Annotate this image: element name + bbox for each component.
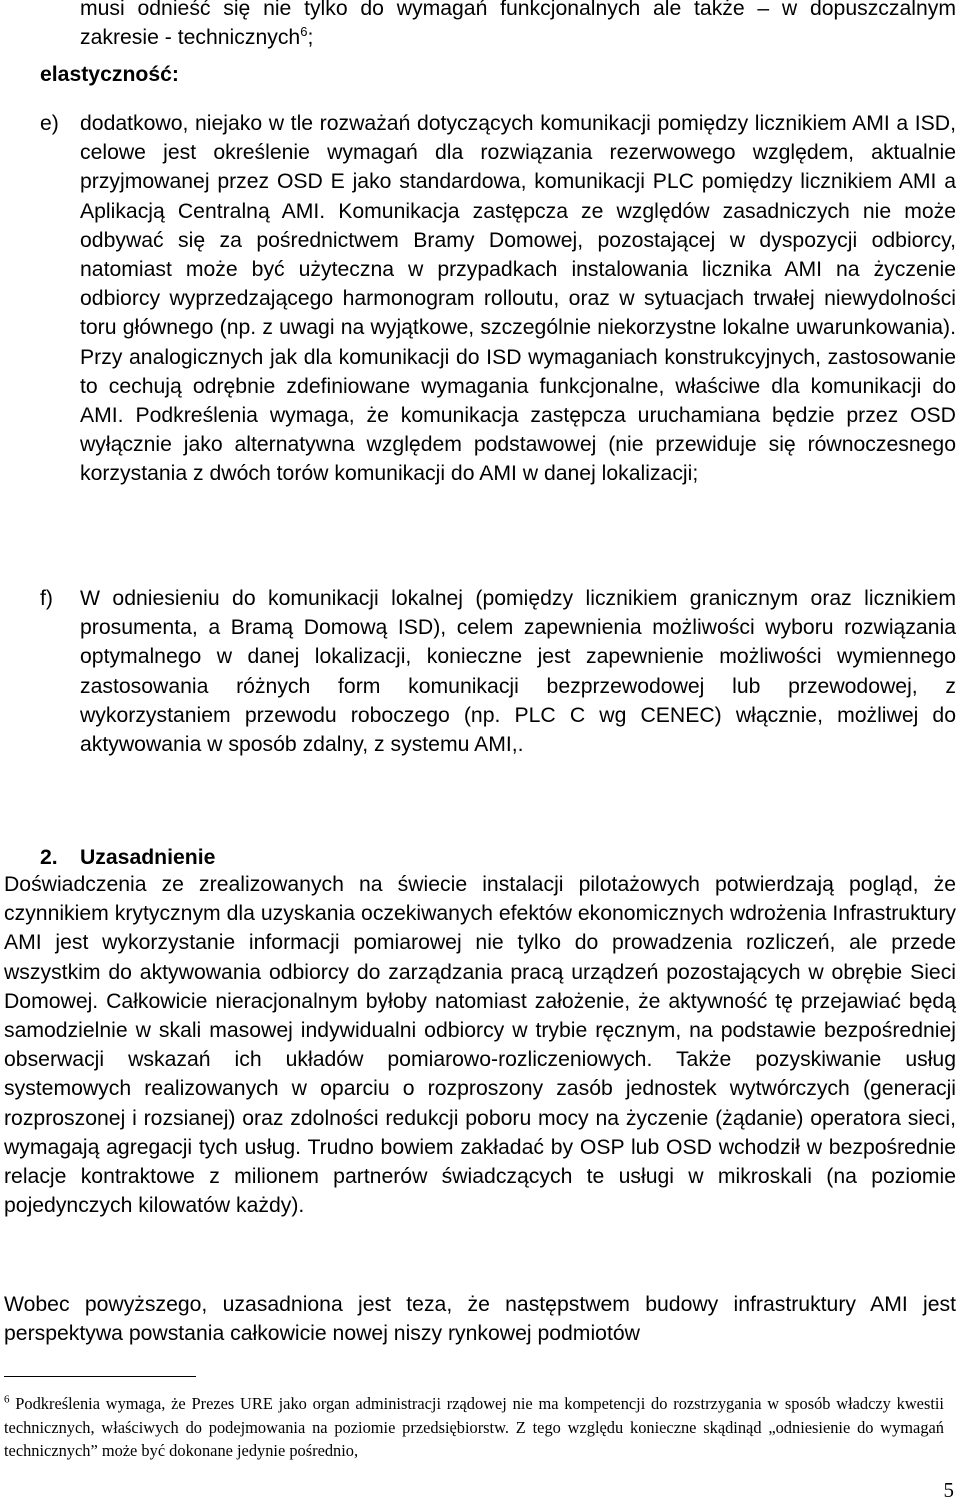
continuation-end: ; [307,26,314,50]
list-item-f [40,584,956,759]
footnote-reference: 6 [300,24,308,40]
list-item-e [40,109,956,489]
section-title: Uzasadnienie [80,846,216,869]
section-number: 2. [40,846,58,869]
page-number: 5 [943,1478,954,1502]
footnote [4,1392,944,1463]
paragraph: Doświadczenia ze zrealizowanych na świecie instalacji pilotażowych potwierdzają pogląd, że czynnikiem krytycznym dla uzyskania oczekiwanych efektów ekonomicznych wdrożenia Infrastruktury AMI jest wykorzystanie informacji pomiarowej nie tylko do prowadzenia rozliczeń, ale przede wszystkim do aktywowania odbiorcy do zarządzania pracą urządzeń pozostających w obrębie Sieci Domowej. Całkowicie nieracjonalnym byłoby natomiast założenie, że aktywność tę przejawiać będą samodzielnie w skali masowej indywidualni odbiorcy w trybie ręcznym, na podstawie bezpośredniej obserwacji wskazań ich układów pomiarowo-rozliczeniowych. Także pozyskiwanie usług systemowych realizowanych w oparciu o rozproszony zasób jednostek wytwórczych (generacji rozproszonej i rozsianej) oraz zdolności redukcji poboru mocy na życzenie (żądanie) operatora sieci, wymagają agregacji tych usług. Trudno bowiem zakładać by OSP lub OSD wchodził w bezpośrednie relacje kontraktowe z milionem partnerów świadczących te usługi w mikroskali (na poziomie pojedynczych kilowatów każdy). [4,873,956,1218]
section-heading [40,843,215,872]
list-marker: e) [40,112,59,135]
continuation-text [80,0,956,52]
footnote-separator [4,1376,196,1377]
footnote-text: Podkreślenia wymaga, że Prezes URE jako organ administracji rządowej nie ma kompetencji do rozstrzygania w sposób władczy kwestii technicznych, właściwych do podejmowania na poziomie przedsiębiorstw. Z tego względu konieczne skądinąd „odniesienie do wymagań technicznych” może być dokonane jedynie pośrednio, [4,1394,944,1461]
paragraph: Wobec powyższego, uzasadniona jest teza, że następstwem budowy infrastruktury AMI jest perspektywa powstania całkowicie nowej niszy rynkowej podmiotów [4,1293,956,1346]
continuation-line: musi odnieść się nie tylko do wymagań funkcjonalnych ale także – w dopuszczalnym zakresie - technicznych [80,0,956,50]
list-marker: f) [40,587,53,610]
list-item-text: dodatkowo, niejako w tle rozważań dotyczących komunikacji pomiędzy licznikiem AMI a ISD, celowe jest określenie wymagań dla rozwiązania rezerwowego względem, aktualnie przyjmowanej przez OSD E jako standardowa, komunikacji PLC pomiędzy licznikiem AMI a Aplikacją Centralną AMI. Komunikacja zastępcza ze względów zasadniczych nie może odbywać się za pośrednictwem Bramy Domowej, pozostającej w dyspozycji odbiorcy, natomiast może być użyteczna w przypadkach instalowania licznika AMI na życzenie odbiorcy wyprzedzającego harmonogram rolloutu, oraz w sytuacjach trwałej niewydolności toru głównego (np. z uwagi na wyjątkowe, szczególnie niekorzystne lokalne uwarunkowania). Przy analogicznych jak dla komunikacji do ISD wymaganiach konstrukcyjnych, zastosowanie to cechują odrębnie zdefiniowane wymagania funkcjonalne, właściwe dla komunikacji do AMI. Podkreślenia wymaga, że komunikacja zastępcza uruchamiana będzie przez OSD wyłącznie jako alternatywna względem podstawowej (nie przewiduje się równoczesnego korzystania z dwóch torów komunikacji do AMI w danej lokalizacji; [80,112,956,486]
footnote-number: 6 [4,1393,10,1406]
elasticity-label: elastyczność: [40,63,179,86]
list-item-text: W odniesieniu do komunikacji lokalnej (pomiędzy licznikiem granicznym oraz licznikiem prosumenta, a Bramą Domową ISD), celem zapewnienia możliwości wyboru rozwiązania optymalnego w danej lokalizacji, konieczne jest zapewnienie możliwości wymiennego zastosowania różnych form komunikacji bezprzewodowej lub przewodowej, z wykorzystaniem przewodu roboczego (np. PLC C wg CENEC) włącznie, możliwej do aktywowania w sposób zdalny, z systemu AMI,. [80,587,956,757]
